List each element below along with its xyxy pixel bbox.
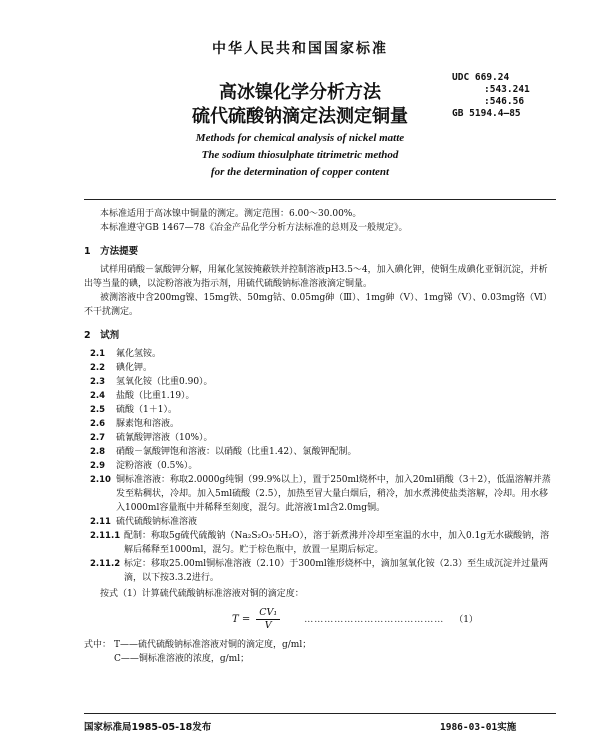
udc-code: :543.241: [484, 84, 530, 95]
document-body: [84, 207, 556, 666]
item-text: 脲素饱和溶液。: [116, 419, 180, 429]
intro-paragraph: 本标准遵守GB 1467—78《冶金产品化学分析方法标准的总则及一般规定》。: [100, 223, 408, 233]
item-number: 2.3: [90, 377, 106, 387]
list-item: [84, 389, 556, 403]
item-number: 2.8: [90, 447, 106, 457]
item-number: 2.7: [90, 433, 106, 443]
english-title-line: Methods for chemical analysis of nickel matte: [195, 132, 405, 144]
item-number: 2.11.1: [90, 531, 121, 541]
where-label: 式中：: [84, 640, 112, 650]
list-item: [84, 529, 556, 557]
intro-paragraph: 本标准适用于高冰镍中铜量的测定。测定范围：6.00～30.00%。: [100, 209, 362, 219]
section-paragraph: 被测溶液中含200mg镍、15mg铁、50mg钴、0.05mg砷（Ⅲ）、1mg砷（Ⅴ）、1mg锑（Ⅴ）、0.03mg铬（Ⅵ）不干扰测定。: [84, 293, 552, 317]
udc-code: UDC 669.24: [452, 72, 510, 83]
item-text: 配制：称取5g硫代硫酸钠（Na₂S₂O₃·5H₂O），溶于新煮沸并冷却至室温的水中，加入0.1g无水碳酸钠，溶解后稀释至1000ml，混匀。贮于棕色瓶中，放置一星期后标定。: [124, 531, 550, 555]
item-number: 2.11: [90, 517, 111, 527]
item-number: 2.11.2: [90, 559, 121, 569]
list-item: [84, 417, 556, 431]
formula-lhs: [232, 607, 280, 632]
item-text: 盐酸（比重1.19）。: [116, 391, 195, 401]
english-title: [0, 130, 600, 181]
formula-fraction: [256, 607, 280, 632]
item-text: 硫酸（1＋1）。: [116, 405, 177, 415]
item-number: 2.9: [90, 461, 106, 471]
item-text: 氢氧化铵（比重0.90）。: [116, 377, 213, 387]
list-item: [84, 347, 556, 361]
item-number: 2.2: [90, 363, 106, 373]
title-line: 硫代硫酸钠滴定法测定铜量: [192, 106, 408, 127]
list-item: [84, 403, 556, 417]
list-item: [84, 515, 556, 529]
bottom-divider: [84, 713, 556, 714]
list-item: [84, 431, 556, 445]
formula: [84, 607, 556, 632]
gb-code: GB 5194.4—85: [452, 108, 521, 119]
item-text: 硝酸－氯酸钾饱和溶液：以硝酸（比重1.42）、氯酸钾配制。: [116, 447, 357, 457]
item-text: 氟化氢铵。: [116, 349, 162, 359]
item-text: 淀粉溶液（0.5%）。: [116, 461, 198, 471]
list-item: [84, 445, 556, 459]
list-item: [84, 557, 556, 585]
item-text: 硫氰酸钾溶液（10%）。: [116, 433, 213, 443]
document-title: [0, 81, 600, 129]
title-line: 高冰镍化学分析方法: [219, 82, 381, 103]
where-clause: [84, 638, 556, 652]
item-text: 铜标准溶液：称取2.0000g纯铜（99.9%以上），置于250ml烧杯中，加入20ml硝酸（3＋2），低温溶解并蒸发至粘稠状，冷却。加入5ml硫酸（2.5），加热至冒大量白烟后，稍冷，加水煮沸使盐类溶解，冷却。用水移入1000ml容量瓶中并稀释至刻度，混匀。此溶液1ml含2.0mg铜。: [116, 475, 551, 513]
english-title-line: The sodium thiosulphate titrimetric method: [201, 149, 399, 161]
udc-code: :546.56: [484, 96, 525, 107]
top-divider: [84, 199, 556, 200]
effective-date: 1986-03-01实施: [440, 722, 517, 733]
formula-numerator: CV₁: [256, 607, 280, 620]
list-item: [84, 473, 556, 515]
item-number: 2.10: [90, 475, 111, 485]
item-text: 碘化钾。: [116, 363, 153, 373]
item-number: 2.5: [90, 405, 106, 415]
item-text: 标定：移取25.00ml铜标准溶液（2.10）于300ml锥形烧杯中，滴加氢氧化铵（2.3）至生成沉淀并过量两滴，以下按3.3.2进行。: [124, 559, 549, 583]
item-number: 2.1: [90, 349, 106, 359]
formula-lhs-text: T =: [232, 613, 251, 625]
list-item: [84, 459, 556, 473]
formula-intro: 按式（1）计算硫代硫酸钠标准溶液对铜的滴定度：: [100, 589, 304, 599]
section-heading: 2 试剂: [84, 330, 120, 341]
issuer-title: 中华人民共和国国家标准: [212, 41, 388, 57]
section-heading: 1 方法提要: [84, 246, 139, 257]
item-number: 2.4: [90, 391, 106, 401]
where-definition: T——硫代硫酸钠标准溶液对铜的滴定度，g/ml；: [114, 640, 312, 650]
list-item: [84, 361, 556, 375]
english-title-line: for the determination of copper content: [210, 166, 390, 178]
list-item: [84, 375, 556, 389]
where-definition: C——铜标准溶液的浓度，g/ml；: [114, 654, 250, 664]
issue-date: 国家标准局1985-05-18发布: [84, 722, 212, 733]
item-text: 硫代硫酸钠标准溶液: [116, 517, 198, 527]
formula-leader: ……………………………………: [304, 614, 445, 625]
formula-denominator: V: [264, 620, 272, 631]
section-paragraph: 试样用硝酸－氯酸钾分解，用氟化氢铵掩蔽铁并控制溶液pH3.5～4，加入碘化钾，使铜生成碘化亚铜沉淀，并析出等当量的碘，以淀粉溶液为指示剂，用硫代硫酸钠标准溶液滴定铜量。: [84, 265, 548, 289]
item-number: 2.6: [90, 419, 106, 429]
equation-number: （1）: [454, 614, 478, 625]
